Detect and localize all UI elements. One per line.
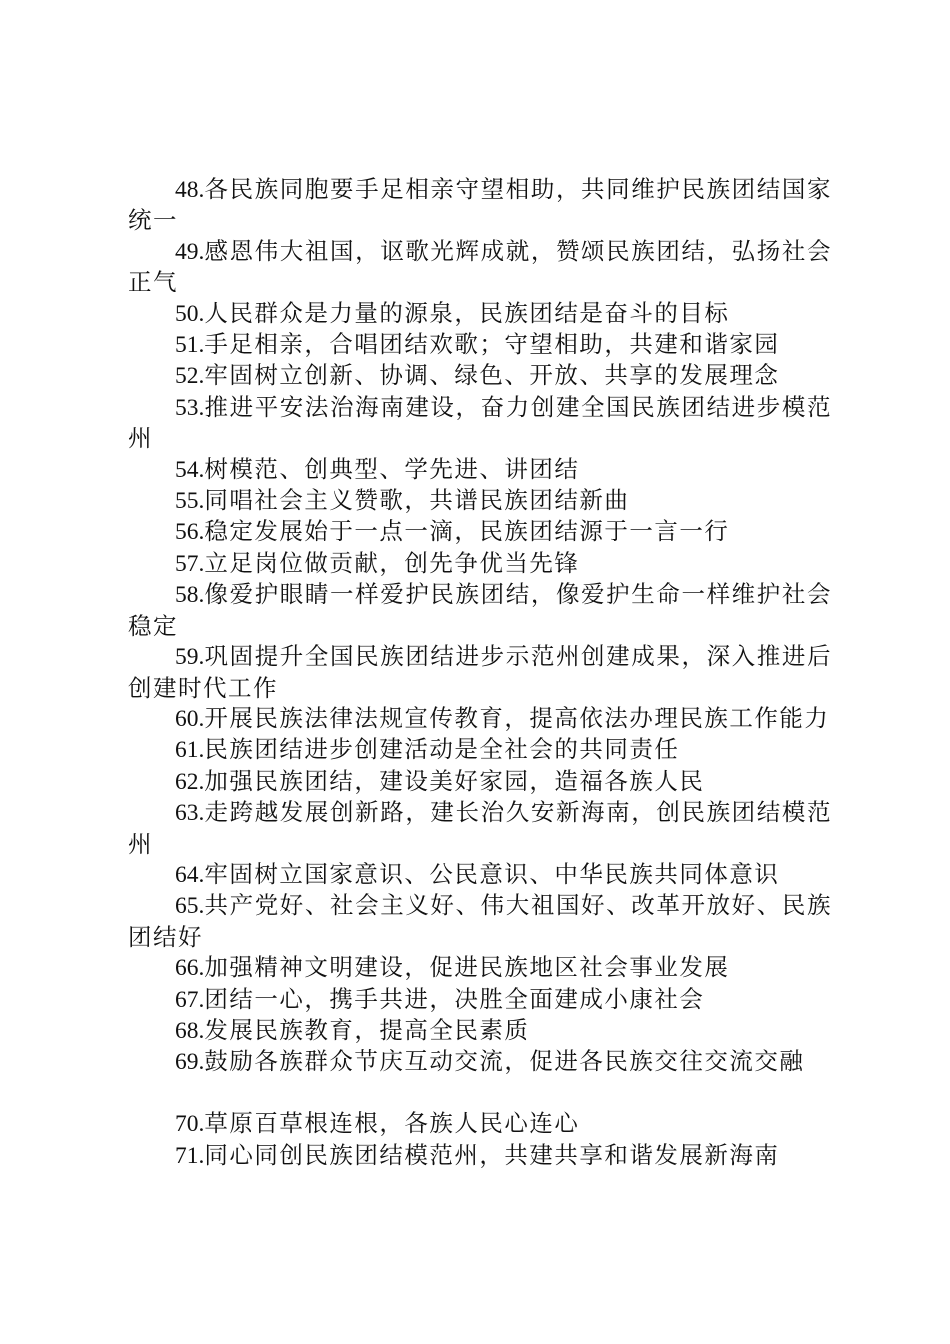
blank-line xyxy=(128,1078,832,1108)
item-text: 牢固树立国家意识、公民意识、中华民族共同体意识 xyxy=(204,859,780,888)
item-number: 54. xyxy=(175,456,205,483)
item-text: 牢固树立创新、协调、绿色、开放、共享的发展理念 xyxy=(204,361,780,390)
slogan-63 xyxy=(128,797,832,859)
item-text: 巩固提升全国民族团结进步示范州创建成果，深入推进后创建时代工作 xyxy=(128,642,832,702)
slogan-49 xyxy=(128,236,832,298)
item-text: 手足相亲，合唱团结欢歌；守望相助，共建和谐家园 xyxy=(204,330,780,359)
item-number: 62. xyxy=(175,768,205,795)
item-number: 58. xyxy=(175,582,205,609)
item-text: 加强民族团结，建设美好家园，造福各族人民 xyxy=(204,766,705,795)
item-text: 推进平安法治海南建设，奋力创建全国民族团结进步模范州 xyxy=(128,392,832,453)
item-text: 团结一心，携手共进，决胜全面建成小康社会 xyxy=(204,984,705,1013)
slogan-57 xyxy=(128,548,832,579)
item-text: 民族团结进步创建活动是全社会的共同责任 xyxy=(204,735,680,764)
item-text: 同心同创民族团结模范州，共建共享和谐发展新海南 xyxy=(204,1140,780,1169)
slogan-62 xyxy=(128,766,832,797)
item-number: 53. xyxy=(175,394,205,421)
slogan-68 xyxy=(128,1015,832,1046)
slogan-60 xyxy=(128,703,832,734)
item-number: 59. xyxy=(175,644,205,671)
item-text: 各民族同胞要手足相亲守望相助，共同维护民族团结国家统一 xyxy=(128,175,832,235)
slogan-55 xyxy=(128,485,832,516)
slogan-51 xyxy=(128,329,832,360)
item-number: 50. xyxy=(175,300,205,327)
item-text: 加强精神文明建设，促进民族地区社会事业发展 xyxy=(204,953,730,982)
item-text: 感恩伟大祖国，讴歌光辉成就，赞颂民族团结，弘扬社会正气 xyxy=(128,236,832,297)
item-number: 55. xyxy=(175,488,205,515)
item-text: 立足岗位做贡献，创先争优当先锋 xyxy=(204,548,580,577)
item-number: 52. xyxy=(175,363,205,390)
item-number: 60. xyxy=(175,705,205,732)
item-text: 草原百草根连根，各族人民心连心 xyxy=(204,1109,580,1138)
item-text: 鼓励各族群众节庆互动交流，促进各民族交往交流交融 xyxy=(204,1047,805,1076)
item-number: 56. xyxy=(175,519,205,546)
item-number: 48. xyxy=(175,177,205,203)
item-number: 61. xyxy=(175,737,205,764)
slogan-65 xyxy=(128,890,832,952)
item-number: 65. xyxy=(175,893,205,920)
item-text: 人民群众是力量的源泉，民族团结是奋斗的目标 xyxy=(204,298,730,327)
item-number: 49. xyxy=(175,238,205,265)
slogan-53 xyxy=(128,392,832,454)
item-text: 像爱护眼睛一样爱护民族团结，像爱护生命一样维护社会稳定 xyxy=(128,580,832,640)
slogan-66 xyxy=(128,952,832,983)
item-text: 树模范、创典型、学先进、讲团结 xyxy=(204,454,580,483)
item-text: 开展民族法律法规宣传教育，提高依法办理民族工作能力 xyxy=(204,703,830,732)
item-number: 71. xyxy=(175,1142,205,1169)
slogan-69 xyxy=(128,1046,832,1077)
slogan-71 xyxy=(128,1140,832,1171)
item-text: 共产党好、社会主义好、伟大祖国好、改革开放好、民族团结好 xyxy=(128,891,832,951)
slogan-56 xyxy=(128,516,832,547)
slogan-64 xyxy=(128,859,832,890)
slogan-59 xyxy=(128,641,832,703)
slogan-54 xyxy=(128,454,832,485)
item-number: 67. xyxy=(175,986,205,1013)
item-number: 64. xyxy=(175,861,205,888)
slogan-70 xyxy=(128,1108,832,1139)
item-number: 57. xyxy=(175,550,205,577)
slogan-50 xyxy=(128,298,832,329)
slogan-58 xyxy=(128,579,832,641)
document-body xyxy=(128,174,832,1171)
item-text: 发展民族教育，提高全民素质 xyxy=(204,1015,530,1044)
slogan-52 xyxy=(128,360,832,391)
item-number: 69. xyxy=(175,1049,205,1076)
item-number: 66. xyxy=(175,955,205,982)
item-text: 同唱社会主义赞歌，共谱民族团结新曲 xyxy=(204,486,630,515)
item-number: 51. xyxy=(175,332,205,359)
item-text: 稳定发展始于一点一滴，民族团结源于一言一行 xyxy=(204,517,730,546)
slogan-67 xyxy=(128,984,832,1015)
item-text: 走跨越发展创新路，建长治久安新海南，创民族团结模范州 xyxy=(128,798,832,858)
item-number: 70. xyxy=(175,1111,205,1138)
item-number: 63. xyxy=(175,800,205,827)
slogan-61 xyxy=(128,734,832,765)
slogan-48 xyxy=(128,174,832,236)
item-number: 68. xyxy=(175,1017,205,1044)
